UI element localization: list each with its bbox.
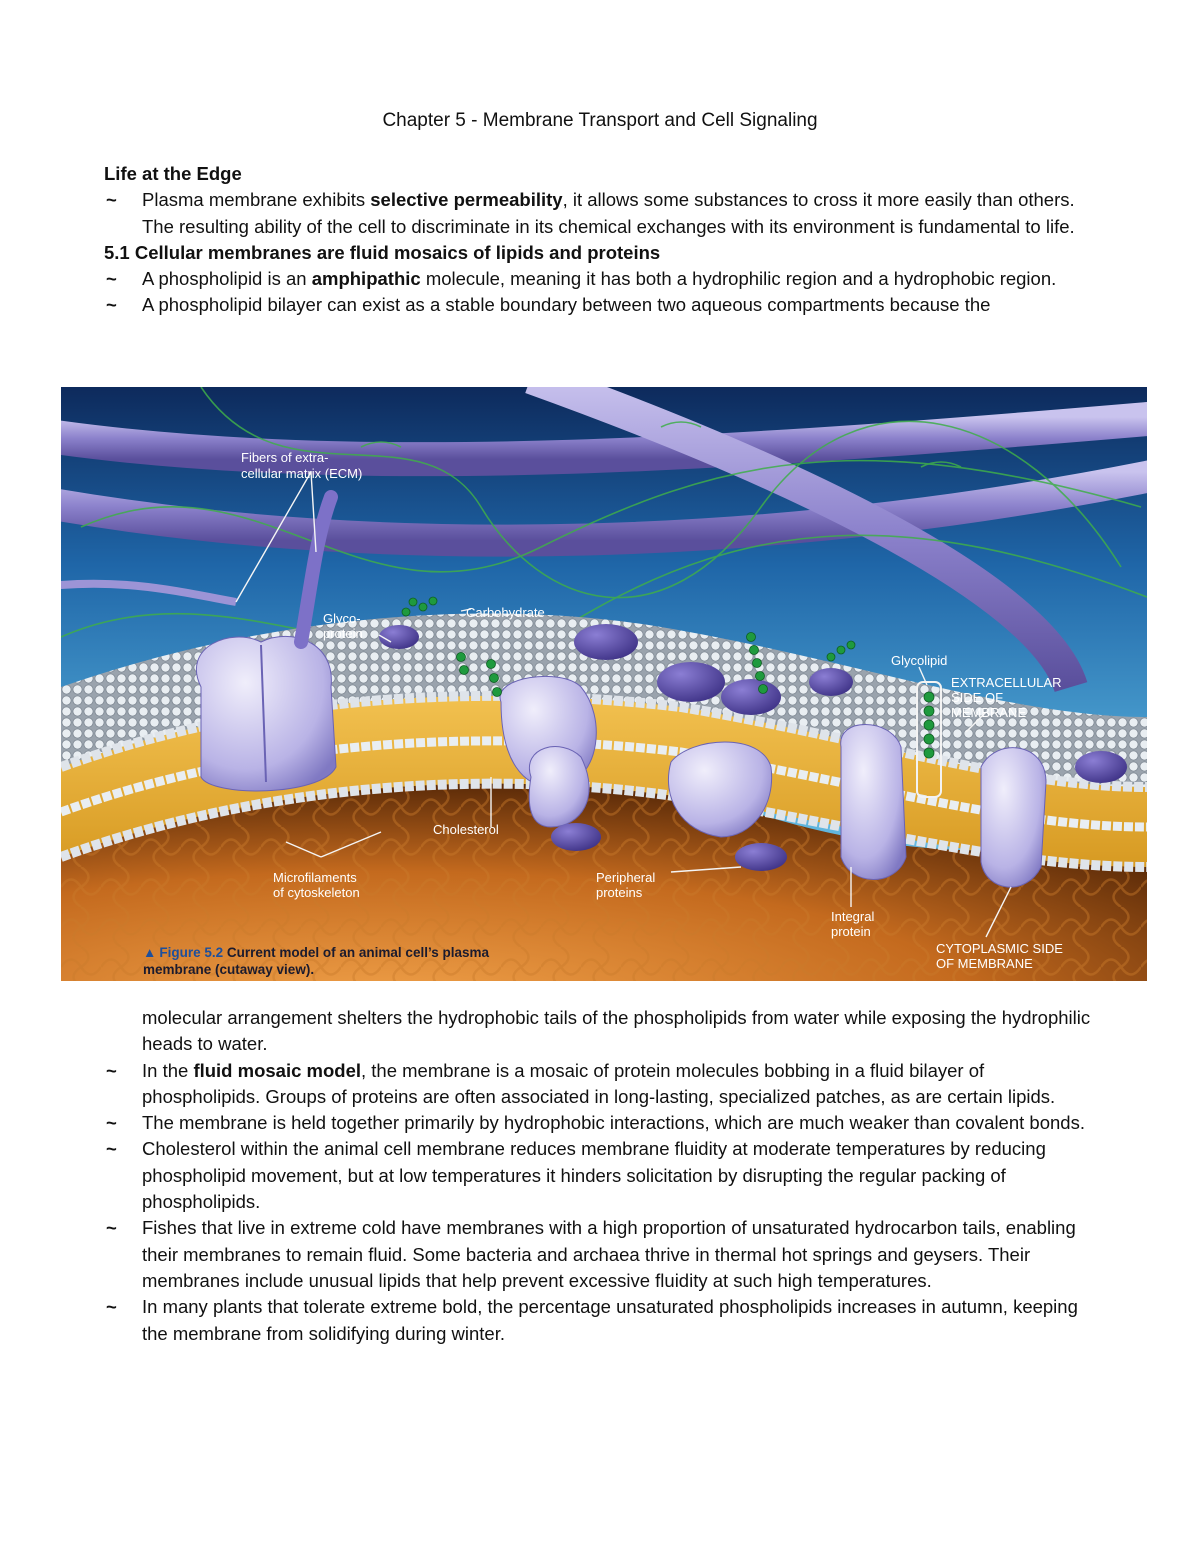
svg-text:▲Figure 5.2 Current model of a [143,945,489,960]
membrane-figure [61,387,1147,981]
section-heading-fluid-mosaics: 5.1 Cellular membranes are fluid mosaics of lipids and proteins [104,241,661,263]
bullet-hydrophobic-interactions [104,1110,1104,1136]
bullet-mark: ~ [106,1217,117,1239]
label-extracellular-line2: SIDE OF [951,690,1004,705]
bullet-mark: ~ [106,294,117,316]
label-cholesterol: Cholesterol [433,822,499,837]
bullet-fluid-mosaic-model [104,1058,1104,1111]
bullet-mark: ~ [106,1296,117,1318]
label-ecm-line1: Fibers of extra- [241,450,329,465]
label-integral-line1: Integral [831,909,875,924]
page-title: Chapter 5 - Membrane Transport and Cell Signaling [382,110,818,131]
bullet-text: A phospholipid bilayer can exist as a stable boundary between two aqueous compartments because the [142,294,991,316]
bullet-text: , it allows some substances to cross it more easily than others. The resulting ability of the cell to discriminate in its chemical exchanges with its environment is fundamental to life. [142,189,1075,237]
label-glycoprotein-line2: protein [323,626,363,641]
bullet-text: Fishes that live in extreme cold have membranes with a high proportion of unsaturated hydrocarbon tails, enabling their membranes to remain fluid. Some bacteria and archaea thrive in thermal hot springs and geysers. Their membranes include unusual lipids that help prevent excessive fluidity at such high temperatures. [142,1217,1076,1291]
bullet-amphipathic [104,266,1104,292]
bullet-mark: ~ [106,189,117,211]
bullet-text: molecule, meaning it has both a hydrophilic region and a hydrophobic region. [420,268,1057,290]
label-glycolipid: Glycolipid [891,653,948,668]
caption-figure-number: Figure 5.2 [159,945,224,960]
bullet-text: In many plants that tolerate extreme bold, the percentage unsaturated phospholipids increases in autumn, keeping the membrane from solidifying during winter. [142,1296,1078,1344]
label-cytoplasmic-line2: OF MEMBRANE [936,956,1033,971]
label-integral-line2: protein [831,924,871,939]
label-extracellular-line3: MEMBRANE [951,705,1027,720]
label-carbohydrate: Carbohydrate [466,605,545,620]
label-ecm-line2: cellular matrix (ECM) [241,466,363,481]
lower-text-block [104,1005,1104,1347]
caption-marker: ▲ [143,945,157,960]
bullet-selective-permeability [104,187,1104,240]
bold-term: amphipathic [311,268,421,290]
bullet-text: molecular arrangement shelters the hydrophobic tails of the phospholipids from water while exposing the hydrophilic heads to water. [142,1007,1091,1055]
bold-term: fluid mosaic model [193,1059,361,1081]
upper-text-block [104,161,1104,319]
label-microfilaments-line1: Microfilaments [273,870,357,885]
label-peripheral-line2: proteins [596,885,643,900]
label-extracellular-line1: EXTRACELLULAR [951,675,1062,690]
bullet-text: Cholesterol within the animal cell membrane reduces membrane fluidity at moderate temperatures by reducing phospholipid movement, but at low temperatures it hinders solicitation by disrupting the regular packing of phospholipids. [142,1138,1046,1213]
bullet-cholesterol [104,1136,1104,1215]
label-cytoplasmic-line1: CYTOPLASMIC SIDE [936,941,1063,956]
bullet-plants-autumn [104,1294,1104,1347]
bullet-fishes-extreme-cold [104,1215,1104,1294]
bullet-mark: ~ [106,1112,117,1134]
membrane-illustration [61,387,1147,981]
bullet-text: Plasma membrane exhibits [142,189,371,211]
caption-text-line1: Current model of an animal cell’s plasma [223,945,489,960]
bold-term: selective permeability [370,189,563,211]
label-microfilaments-line2: of cytoskeleton [273,885,360,900]
bullet-text: , the membrane is a mosaic of protein molecules bobbing in a fluid bilayer of phospholipids. Groups of proteins are often associated in long-lasting, specialized patches, as are certain lipids. [142,1059,1056,1107]
section-heading-life-at-edge: Life at the Edge [104,163,242,184]
bullet-bilayer-start [104,292,1104,318]
bullet-mark: ~ [106,1059,117,1081]
bullet-mark: ~ [106,1138,117,1160]
bullet-text: The membrane is held together primarily by hydrophobic interactions, which are much weaker than covalent bonds. [142,1112,1085,1134]
bullet-text: A phospholipid is an [142,268,312,290]
caption-text-line2: membrane (cutaway view). [143,962,315,977]
bullet-text: In the [142,1059,194,1081]
label-peripheral-line1: Peripheral [596,870,656,885]
bullet-mark: ~ [106,268,117,290]
bullet-bilayer-continued [104,1005,1104,1058]
label-glycoprotein-line1: Glyco- [323,611,361,626]
